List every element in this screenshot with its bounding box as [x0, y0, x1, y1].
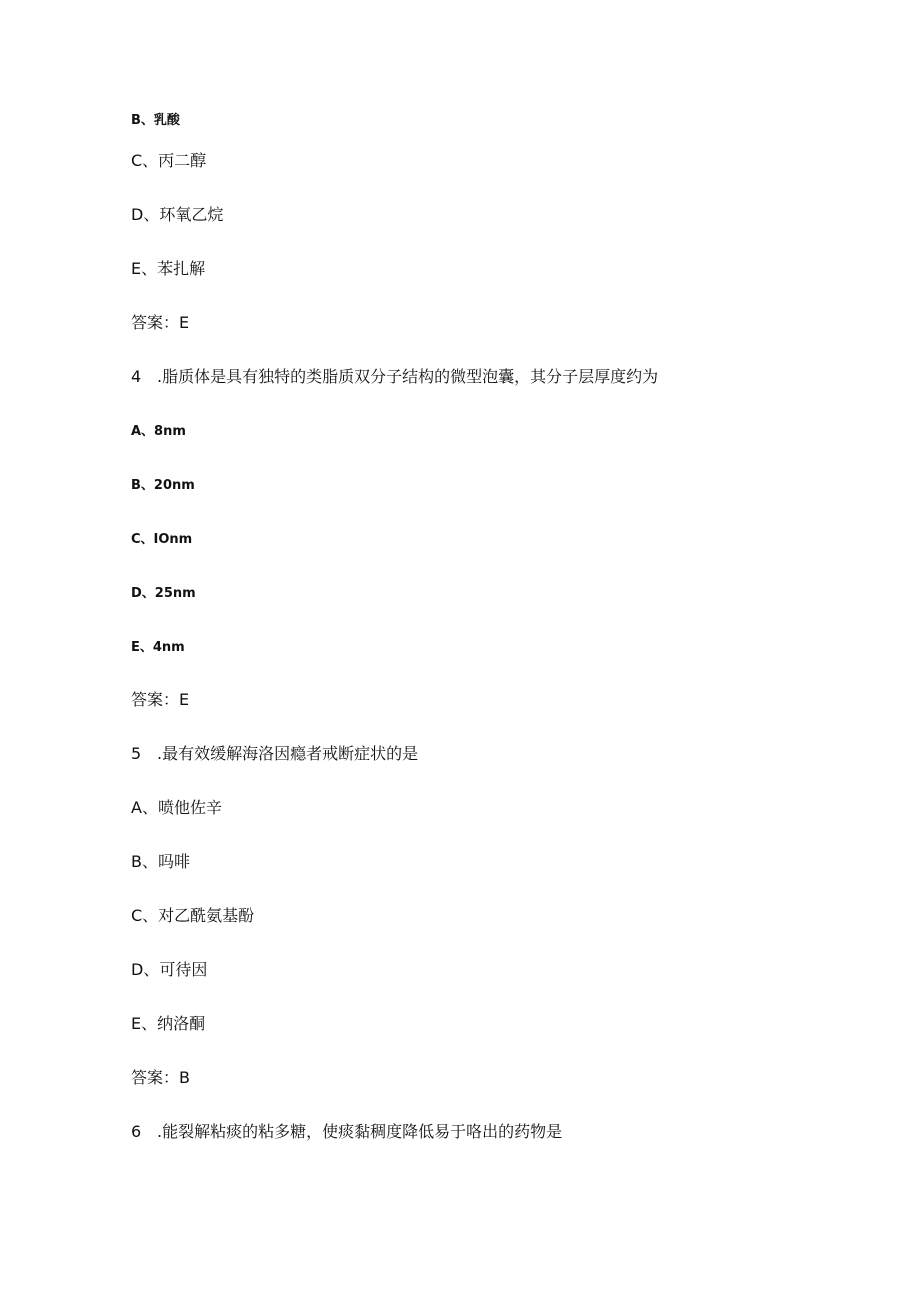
q4-option-b: B、20nm: [131, 478, 195, 493]
q5-option-b: B、吗啡: [131, 852, 190, 871]
q5-option-c: C、对乙酰氨基酚: [131, 906, 255, 925]
q6-question: .能裂解粘痰的粘多糖，使痰黏稠度降低易于咯出的药物是: [157, 1122, 563, 1141]
q5-stem: [131, 744, 418, 764]
q3-answer: 答案：E: [131, 313, 190, 332]
q6-stem: [131, 1122, 562, 1142]
q3-option-d: D、环氧乙烷: [131, 205, 224, 224]
q4-number: 4: [131, 367, 142, 386]
q5-answer: 答案：B: [131, 1068, 190, 1087]
q4-option-c: C、IOnm: [131, 532, 193, 547]
q5-question: .最有效缓解海洛因瘾者戒断症状的是: [157, 744, 419, 763]
q4-option-a: A、8nm: [131, 424, 186, 439]
q4-question: .脂质体是具有独特的类脂质双分子结构的微型泡囊，其分子层厚度约为: [157, 367, 659, 386]
q5-option-d: D、可待因: [131, 960, 208, 979]
q3-option-b: B、乳酸: [131, 113, 180, 128]
q5-option-e: E、纳洛酮: [131, 1014, 206, 1033]
q4-answer: 答案：E: [131, 690, 190, 709]
q5-option-a: A、喷他佐辛: [131, 798, 222, 817]
q3-option-e: E、苯扎解: [131, 259, 206, 278]
q4-option-e: E、4nm: [131, 640, 185, 655]
q3-option-c: C、丙二醇: [131, 151, 207, 170]
q6-number: 6: [131, 1122, 142, 1141]
q5-number: 5: [131, 744, 142, 763]
q4-option-d: D、25nm: [131, 586, 196, 601]
q4-stem: [131, 367, 658, 387]
